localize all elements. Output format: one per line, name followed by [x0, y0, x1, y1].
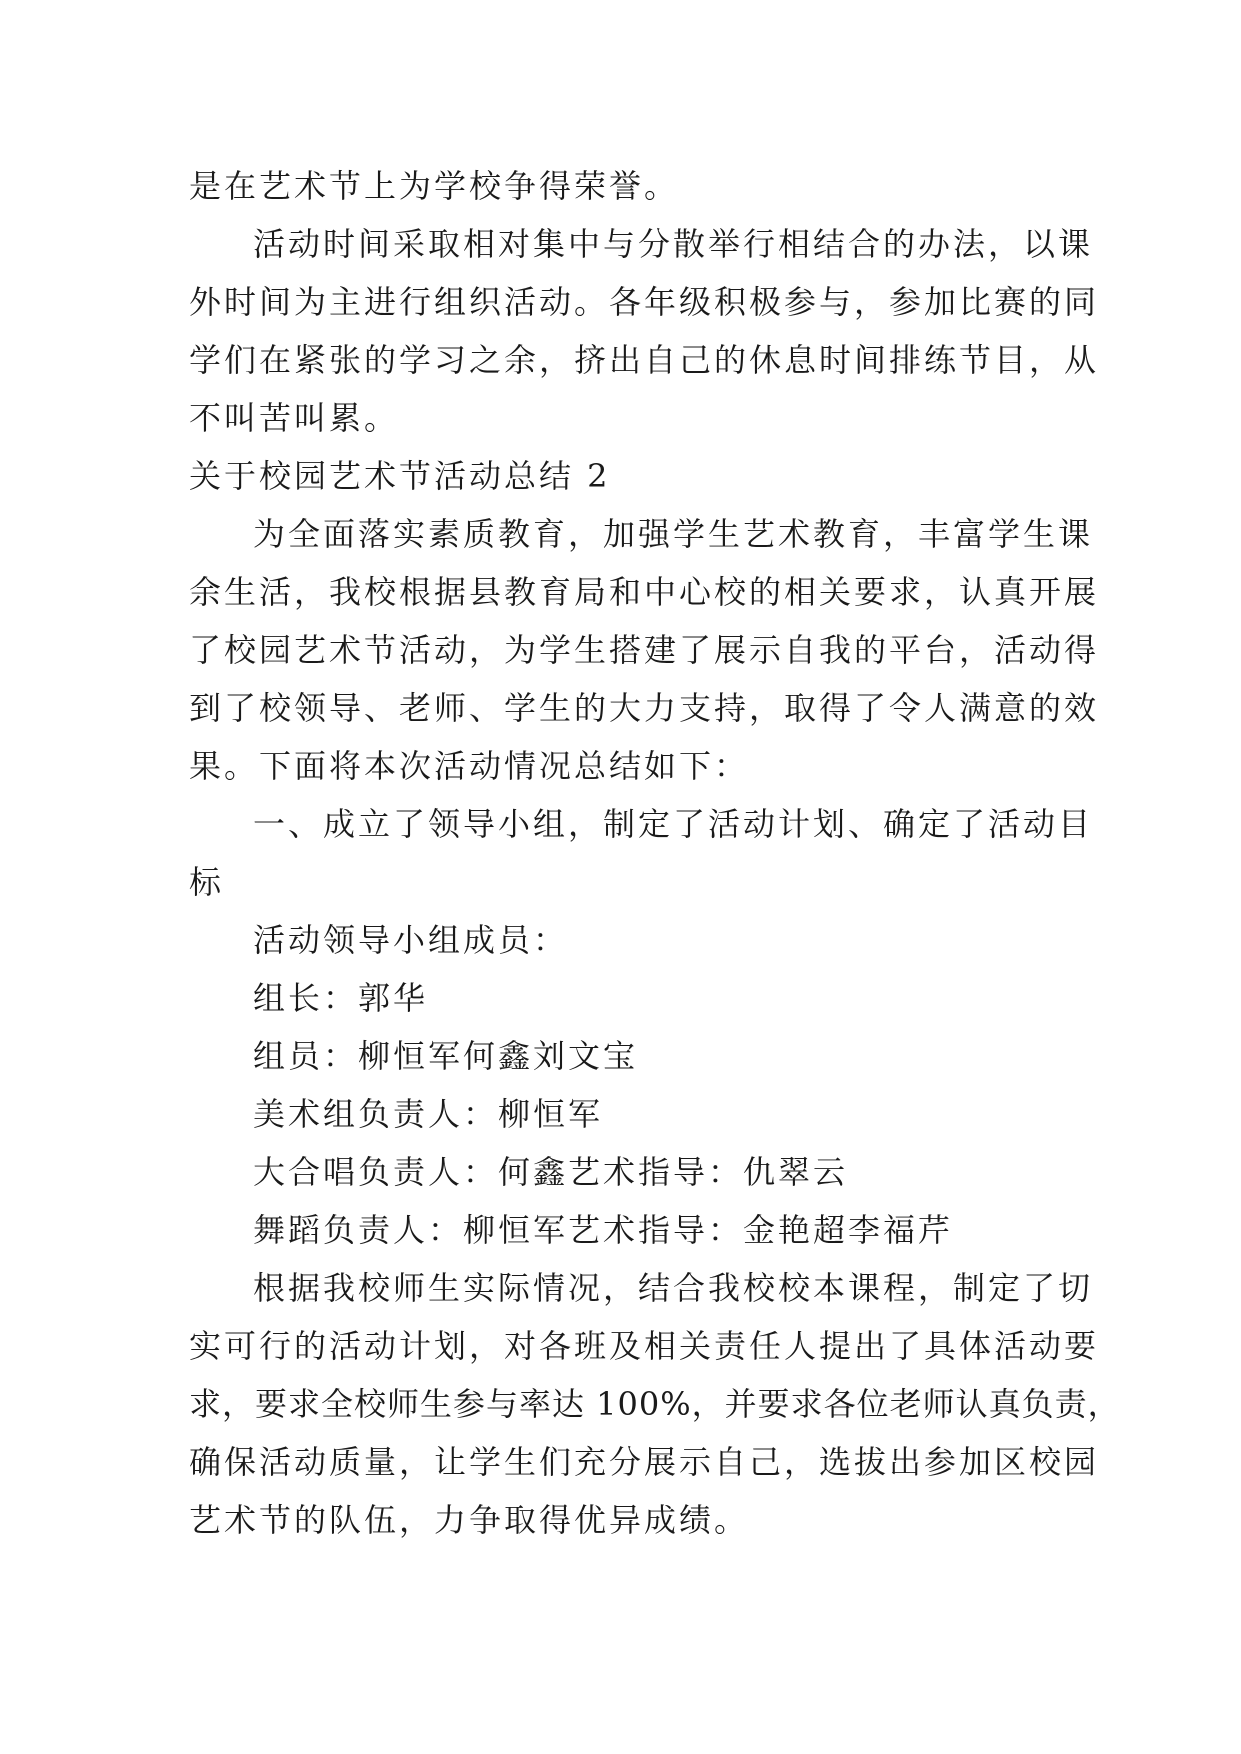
section-heading: 关于校园艺术节活动总结 2	[189, 457, 611, 495]
paragraph-line: 确保活动质量，让学生们充分展示自己，选拔出参加区校园	[189, 1443, 1100, 1481]
paragraph-line: 实可行的活动计划，对各班及相关责任人提出了具体活动要	[189, 1327, 1100, 1365]
paragraph-line: 求，要求全校师生参与率达 100%，并要求各位老师认真负责，	[189, 1385, 1121, 1423]
subheading-line: 一、成立了领导小组，制定了活动计划、确定了活动目	[253, 805, 1094, 843]
paragraph-line: 为全面落实素质教育，加强学生艺术教育，丰富学生课	[253, 515, 1094, 553]
paragraph-line: 是在艺术节上为学校争得荣誉。	[189, 167, 680, 205]
paragraph-line: 果。下面将本次活动情况总结如下：	[189, 747, 750, 785]
paragraph-line: 了校园艺术节活动，为学生搭建了展示自我的平台，活动得	[189, 631, 1100, 669]
list-line: 舞蹈负责人：柳恒军艺术指导：金艳超李福芹	[253, 1211, 954, 1249]
list-line: 活动领导小组成员：	[253, 921, 569, 959]
paragraph-line: 外时间为主进行组织活动。各年级积极参与，参加比赛的同	[189, 283, 1100, 321]
paragraph-line: 根据我校师生实际情况，结合我校校本课程，制定了切	[253, 1269, 1094, 1307]
list-line: 组员：柳恒军何鑫刘文宝	[253, 1037, 639, 1075]
list-line: 美术组负责人：柳恒军	[253, 1095, 604, 1133]
paragraph-line: 到了校领导、老师、学生的大力支持，取得了令人满意的效	[189, 689, 1100, 727]
subheading-line: 标	[189, 863, 225, 901]
paragraph-line: 活动时间采取相对集中与分散举行相结合的办法，以课	[253, 225, 1094, 263]
paragraph-line: 余生活，我校根据县教育局和中心校的相关要求，认真开展	[189, 573, 1100, 611]
paragraph-line: 学们在紧张的学习之余，挤出自己的休息时间排练节目，从	[189, 341, 1100, 379]
list-line: 大合唱负责人：何鑫艺术指导：仇翠云	[253, 1153, 849, 1191]
paragraph-line: 不叫苦叫累。	[189, 399, 400, 437]
paragraph-line: 艺术节的队伍，力争取得优异成绩。	[189, 1501, 750, 1539]
list-line: 组长：郭华	[253, 979, 429, 1017]
